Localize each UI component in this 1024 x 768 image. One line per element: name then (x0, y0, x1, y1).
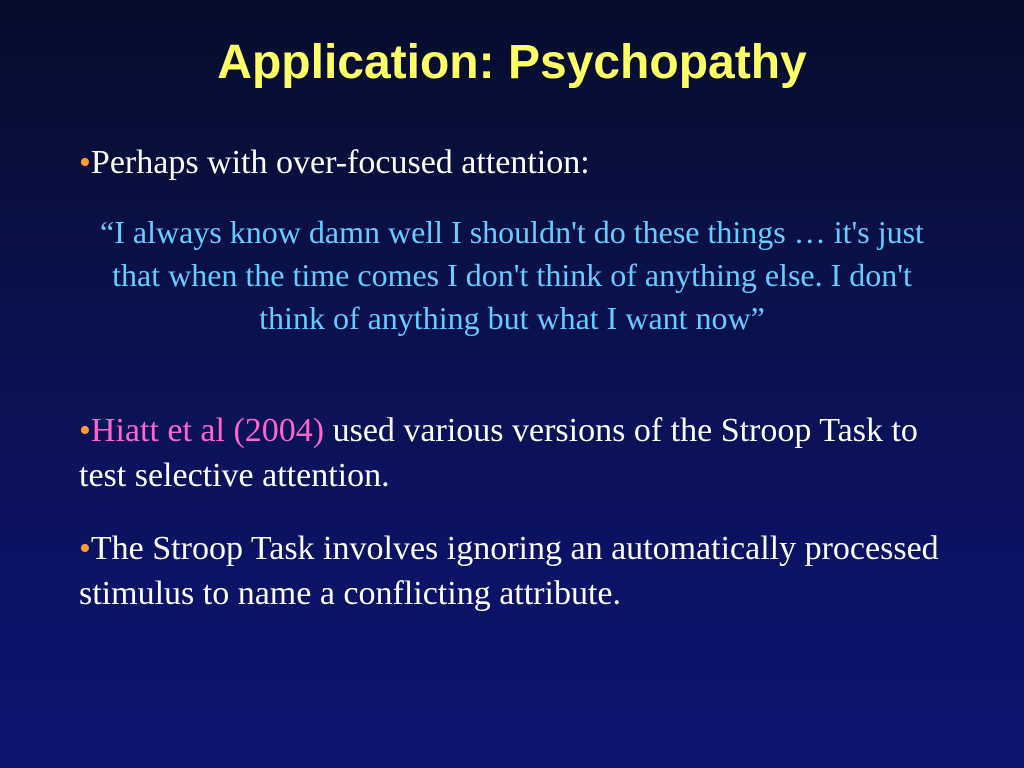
bullet-item-1 (79, 140, 949, 185)
bullet-marker: • (79, 144, 91, 181)
bullet-marker: • (79, 412, 91, 449)
bullet-text: The Stroop Task involves ignoring an automatically processed stimulus to name a conflicting attribute. (79, 530, 939, 612)
citation-highlight: Hiatt et al (2004) (90, 412, 325, 449)
bullet-text: used various versions of the Stroop Task to test selective attention. (79, 412, 918, 494)
bullet-text: Perhaps with over-focused attention: (90, 144, 590, 181)
quote-text: “I always know damn well I shouldn't do these things … it's just that when the time comes I don't think of anything else. I don't think of anything but what I want now” (100, 214, 924, 336)
bullet-marker: • (79, 530, 91, 567)
bullet-item-2 (79, 408, 949, 498)
slide-title: Application: Psychopathy (217, 36, 807, 89)
bullet-item-3 (79, 526, 949, 616)
